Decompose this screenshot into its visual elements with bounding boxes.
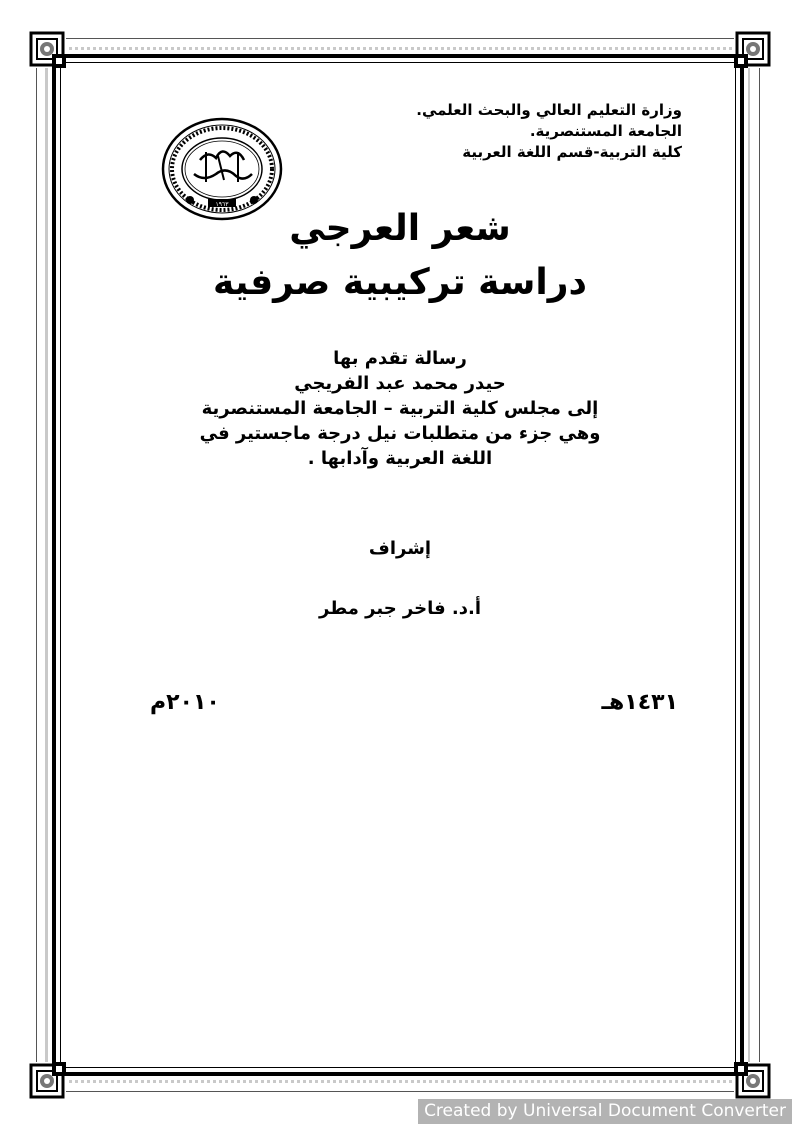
degree-field-line: اللغة العربية وآدابها . bbox=[307, 448, 493, 469]
institution-header bbox=[322, 100, 682, 163]
hijri-date: ١٤٣١هـ bbox=[601, 690, 678, 715]
degree-requirement-line: وهي جزء من متطلبات نيل درجة ماجستير في bbox=[199, 423, 601, 444]
submitted-by-line: رسالة تقدم بها bbox=[333, 348, 467, 369]
supervision-label: إشراف bbox=[368, 538, 432, 559]
svg-text:١٩٦٣: ١٩٦٣ bbox=[215, 201, 229, 208]
college-department-line: كلية التربية-قسم اللغة العربية bbox=[462, 143, 682, 161]
ministry-line: وزارة التعليم العالي والبحث العلمي. bbox=[416, 101, 682, 119]
converter-watermark: Created by Universal Document Converter bbox=[418, 1099, 792, 1124]
frame-corner-ornament-icon bbox=[28, 30, 66, 68]
university-line: الجامعة المستنصرية. bbox=[529, 122, 682, 140]
frame-corner-ornament-icon bbox=[734, 30, 772, 68]
thesis-statement bbox=[150, 346, 650, 471]
thesis-title: شعر العرجي bbox=[289, 208, 511, 249]
frame-corner-ornament-icon bbox=[28, 1062, 66, 1100]
frame-corner-ornament-icon bbox=[734, 1062, 772, 1100]
thesis-subtitle: دراسة تركيبية صرفية bbox=[213, 262, 587, 303]
gregorian-date: ٢٠١٠م bbox=[150, 690, 220, 715]
submitted-to-line: إلى مجلس كلية التربية – الجامعة المستنصرية bbox=[201, 398, 599, 419]
supervisor-name: أ.د. فاخر جبر مطر bbox=[319, 598, 481, 619]
author-name: حيدر محمد عبد الفريجي bbox=[294, 373, 506, 394]
